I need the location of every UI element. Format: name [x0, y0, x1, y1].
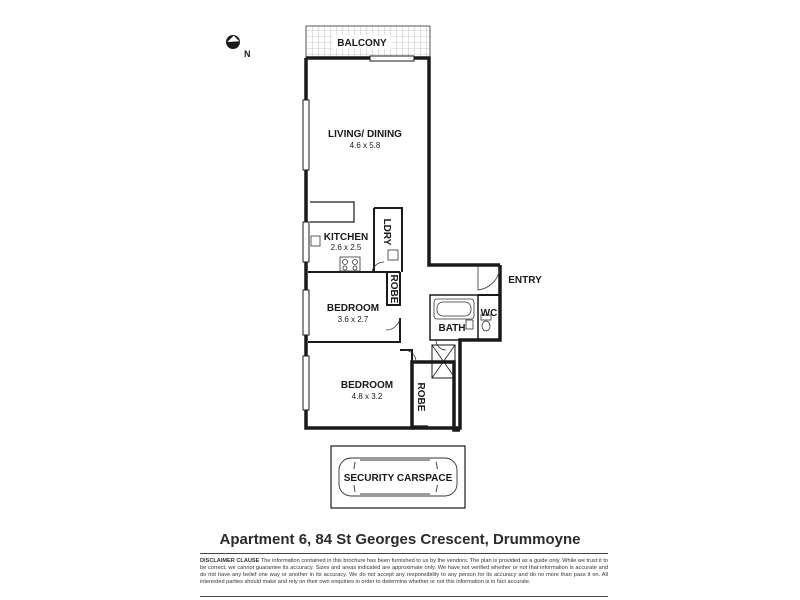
bedroom-1-label: BEDROOM: [326, 303, 380, 314]
kitchen-dims: 2.6 x 2.5: [330, 243, 362, 252]
bath-label: BATH: [438, 323, 466, 334]
disclaimer-text: [200, 558, 608, 586]
svg-text:N: N: [244, 49, 251, 59]
living-dining-label: LIVING/ DINING: [328, 129, 402, 140]
disclaimer-heading: DISCLAIMER CLAUSE: [200, 558, 260, 564]
divider-line-bottom: [200, 596, 608, 597]
disclaimer-body: The information contained in this brochure has been furnished to us by the vendors. The plan is provided as a guide only. While we trust it to be correct, we cannot guarantee its accuracy. Sizes and areas indicated are approximate only. We have not verified whether or not that information is accurate and do not have any belief one way or another in its accuracy. We do not accept any responsibility to any person for its accuracy and do no more than pass it on. All interested parties should make and rely on their own enquiries in order to determine whether or not this information is in fact accurate.: [200, 558, 609, 585]
balcony-label: BALCONY: [337, 38, 387, 49]
laundry-label: LDRY: [381, 218, 392, 246]
balcony-area: [306, 26, 430, 58]
entry-label: ENTRY: [508, 275, 542, 286]
robe-2-label: ROBE: [415, 382, 426, 412]
north-compass-icon: [226, 35, 251, 59]
divider-line: [200, 553, 608, 554]
bedroom-2-dims: 4.8 x 3.2: [351, 392, 383, 401]
carspace-label: SECURITY CARSPACE: [343, 473, 453, 484]
bedroom-1-dims: 3.6 x 2.7: [337, 315, 369, 324]
robe-1-label: ROBE: [388, 274, 399, 304]
wc-label: WC: [480, 308, 498, 319]
security-carspace: [331, 446, 465, 508]
property-address: Apartment 6, 84 St Georges Crescent, Drummoyne: [219, 531, 581, 548]
kitchen-label: KITCHEN: [323, 232, 369, 243]
bedroom-2-label: BEDROOM: [340, 380, 394, 391]
living-dining-dims: 4.6 x 5.8: [349, 141, 381, 150]
